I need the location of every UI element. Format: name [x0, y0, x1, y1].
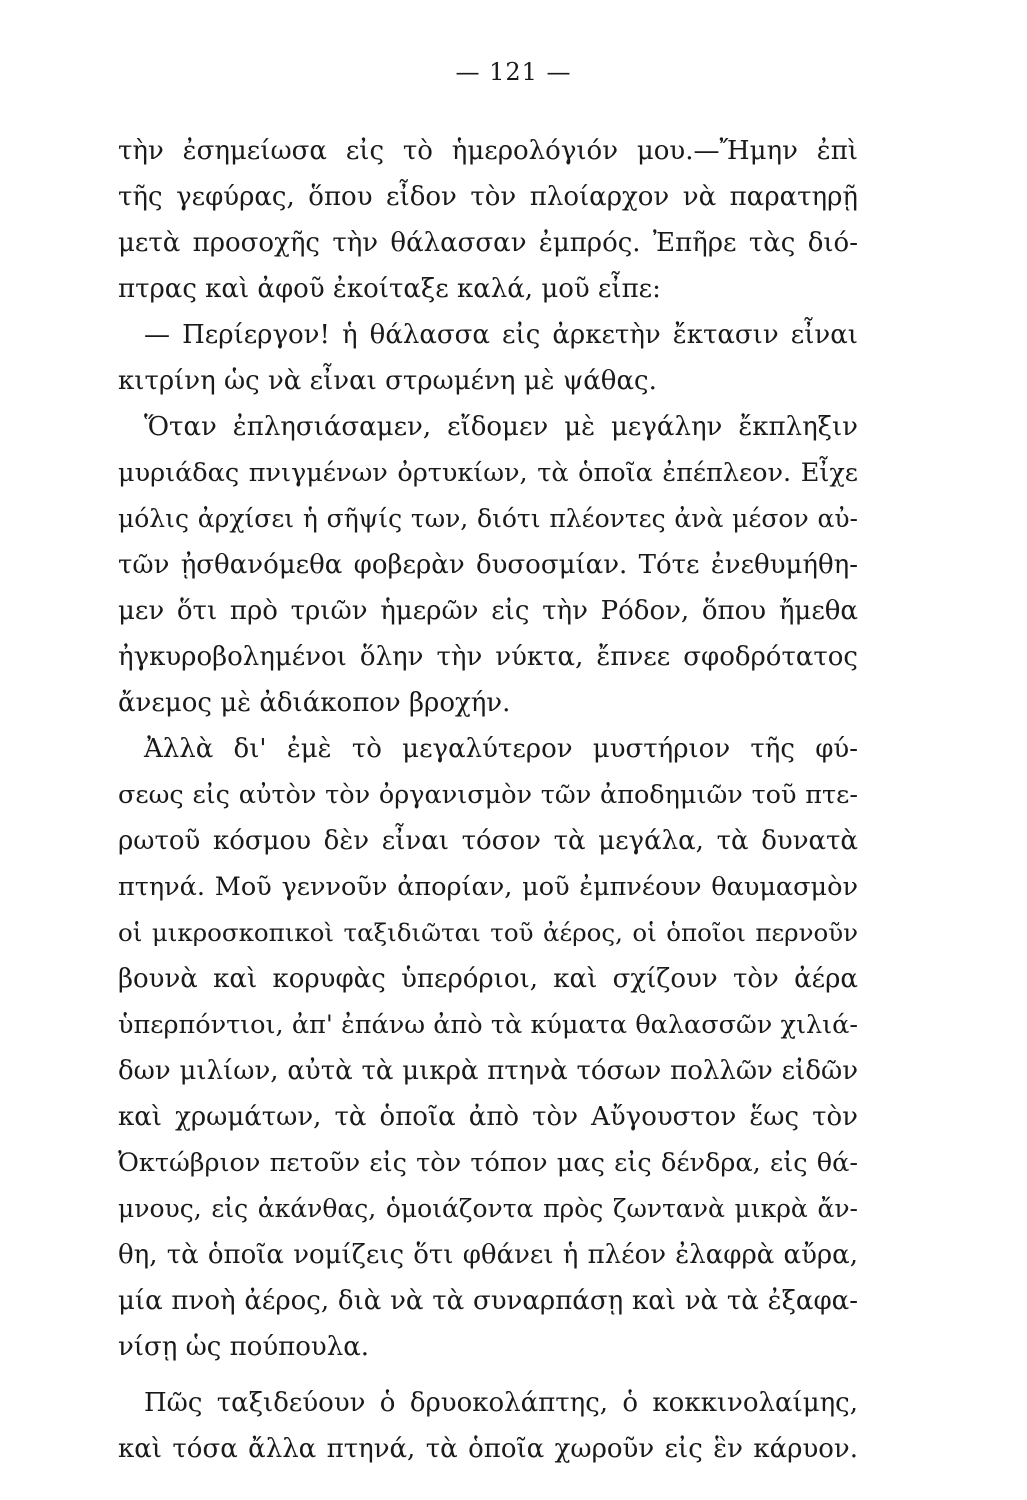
text-line: σεως εἰς αὐτὸν τὸν ὀργανισμὸν τῶν ἀποδημιῶν τοῦ πτε- [118, 780, 858, 810]
text-line: βουνὰ καὶ κορυφὰς ὑπερόριοι, καὶ σχίζουν τὸν ἀέρα [118, 964, 858, 994]
text-line: πτρας καὶ ἀφοῦ ἐκοίταξε καλά, μοῦ εἶπε: [118, 274, 661, 304]
page-number: — 121 — [455, 58, 572, 86]
text-line: Πῶς ταξιδεύουν ὁ δρυοκολάπτης, ὁ κοκκινολαίμης, [144, 1388, 858, 1418]
text-line: οἱ μικροσκοπικοὶ ταξιδιῶται τοῦ ἀέρος, οἱ ὁποῖοι περνοῦν [118, 918, 858, 947]
text-line: νίσῃ ὡς πούπουλα. [118, 1332, 370, 1362]
text-line: — Περίεργον! ἡ θάλασσα εἰς ἀρκετὴν ἔκτασιν εἶναι [144, 320, 858, 350]
text-line: καὶ χρωμάτων, τὰ ὁποῖα ἀπὸ τὸν Αὔγουστον ἕως τὸν [118, 1102, 858, 1132]
text-line: μυριάδας πνιγμένων ὀρτυκίων, τὰ ὁποῖα ἐπέπλεον. Εἶχε [118, 458, 858, 488]
text-line: πτηνά. Μοῦ γεννοῦν ἀπορίαν, μοῦ ἐμπνέουν θαυμασμὸν [118, 872, 858, 902]
text-line: μετὰ προσοχῆς τὴν θάλασσαν ἐμπρός. Ἐπῆρε τὰς διό- [118, 228, 858, 258]
text-line: τῶν ᾐσθανόμεθα φοβερὰν δυσοσμίαν. Τότε ἐνεθυμήθη- [118, 550, 858, 580]
text-line: κιτρίνη ὡς νὰ εἶναι στρωμένη μὲ ψάθας. [118, 366, 657, 396]
text-line: δων μιλίων, αὐτὰ τὰ μικρὰ πτηνὰ τόσων πολλῶν εἰδῶν [118, 1056, 858, 1086]
text-line: Ὅταν ἐπλησιάσαμεν, εἴδομεν μὲ μεγάλην ἔκπληξιν [144, 412, 858, 442]
text-line: ὑπερπόντιοι, ἀπ' ἐπάνω ἀπὸ τὰ κύματα θαλασσῶν χιλιά- [118, 1010, 858, 1040]
text-line: θη, τὰ ὁποῖα νομίζεις ὅτι φθάνει ἡ πλέον ἐλαφρὰ αὔρα, [118, 1240, 858, 1270]
text-line: Ἀλλὰ δι' ἐμὲ τὸ μεγαλύτερον μυστήριον τῆς φύ- [144, 734, 858, 764]
text-line: καὶ τόσα ἄλλα πτηνά, τὰ ὁποῖα χωροῦν εἰς ἓν κάρυον. [118, 1434, 858, 1464]
body-text [118, 128, 858, 1472]
text-line: μνους, εἰς ἀκάνθας, ὁμοιάζοντα πρὸς ζωντανὰ μικρὰ ἄν- [118, 1194, 858, 1223]
text-line: ρωτοῦ κόσμου δὲν εἶναι τόσον τὰ μεγάλα, τὰ δυνατὰ [118, 826, 858, 856]
text-line: τὴν ἐσημείωσα εἰς τὸ ἡμερολόγιόν μου.—Ἤμην ἐπὶ [118, 136, 858, 166]
text-line: μόλις ἀρχίσει ἡ σῆψίς των, διότι πλέοντες ἀνὰ μέσον αὐ- [118, 504, 858, 533]
text-line: ἄνεμος μὲ ἀδιάκοπον βροχήν. [118, 688, 511, 718]
text-line: μία πνοὴ ἀέρος, διὰ νὰ τὰ συναρπάσῃ καὶ νὰ τὰ ἐξαφα- [118, 1286, 858, 1316]
text-line: τῆς γεφύρας, ὅπου εἶδον τὸν πλοίαρχον νὰ παρατηρῇ [118, 182, 858, 212]
text-line: μεν ὅτι πρὸ τριῶν ἡμερῶν εἰς τὴν Ρόδον, ὅπου ἤμεθα [118, 596, 858, 626]
text-line: ἠγκυροβολημένοι ὅλην τὴν νύκτα, ἔπνεε σφοδρότατος [118, 642, 858, 672]
text-line: Ὀκτώβριον πετοῦν εἰς τὸν τόπον μας εἰς δένδρα, εἰς θά- [118, 1148, 858, 1178]
